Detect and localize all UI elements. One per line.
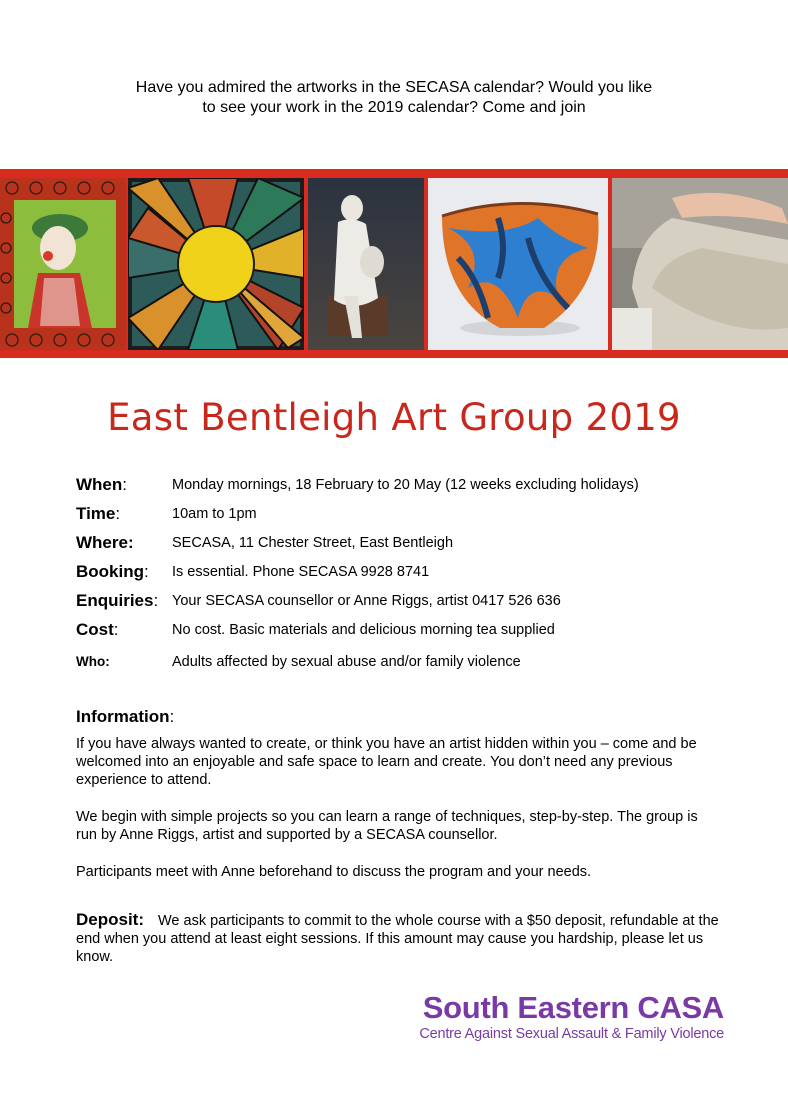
intro-text: [60, 78, 728, 118]
deposit-text: We ask participants to commit to the whole course with a $50 deposit, refundable at the end when you attend at least eight sessions. If this amount may cause you hardship, please let us know.: [76, 913, 719, 965]
logo-tagline: Centre Against Sexual Assault & Family Violence: [419, 1026, 724, 1042]
sunburst-mosaic-artwork: [128, 178, 304, 350]
intro-line-2: to see your work in the 2019 calendar? Come and join: [202, 99, 586, 116]
deposit-section: [76, 911, 726, 966]
logo-name: South Eastern CASA: [422, 990, 724, 1025]
information-paragraph-3: Participants meet with Anne beforehand to discuss the program and your needs.: [76, 864, 592, 880]
detail-where-value: SECASA, 11 Chester Street, East Bentleigh: [172, 535, 454, 551]
deposit-label: Deposit:: [76, 910, 144, 929]
detail-cost-value: No cost. Basic materials and delicious morning tea supplied: [172, 622, 555, 638]
detail-when-label: When: [76, 475, 123, 494]
information-paragraph-1: If you have always wanted to create, or think you have an artist hidden within you – come and be welcomed into an enjoyable and safe space to learn and create. You don’t need any previous experience to attend.: [76, 736, 697, 788]
secasa-logo: [384, 990, 724, 1043]
detail-booking-label: Booking: [76, 562, 144, 581]
information-heading: Information:: [76, 707, 175, 726]
detail-who-label: Who: [76, 654, 106, 669]
detail-when-value: Monday mornings, 18 February to 20 May (12 weeks excluding holidays): [172, 477, 639, 493]
information-paragraph-2: We begin with simple projects so you can learn a range of techniques, step-by-step. The group is run by Anne Riggs, artist and supported by a SECASA counsellor.: [76, 809, 698, 843]
detail-enquiries-label: Enquiries: [76, 591, 154, 610]
clay-figure-sculpture: [308, 178, 424, 350]
painted-figure-artwork: [0, 178, 126, 350]
detail-who-value: Adults affected by sexual abuse and/or family violence: [172, 654, 521, 670]
hands-shaping-clay: [612, 178, 788, 350]
artwork-banner: [0, 169, 788, 358]
painted-ceramic-bowl: [428, 178, 608, 350]
intro-line-1: Have you admired the artworks in the SECASA calendar? Would you like: [135, 79, 653, 96]
detail-booking-value: Is essential. Phone SECASA 9928 8741: [172, 564, 430, 580]
detail-time-value: 10am to 1pm: [172, 506, 257, 522]
event-title: East Bentleigh Art Group 2019: [107, 396, 681, 439]
detail-time-label: Time: [76, 504, 116, 523]
detail-where-label: Where: [76, 533, 128, 552]
detail-enquiries-value: Your SECASA counsellor or Anne Riggs, artist 0417 526 636: [172, 593, 561, 609]
detail-cost-label: Cost: [76, 620, 114, 639]
